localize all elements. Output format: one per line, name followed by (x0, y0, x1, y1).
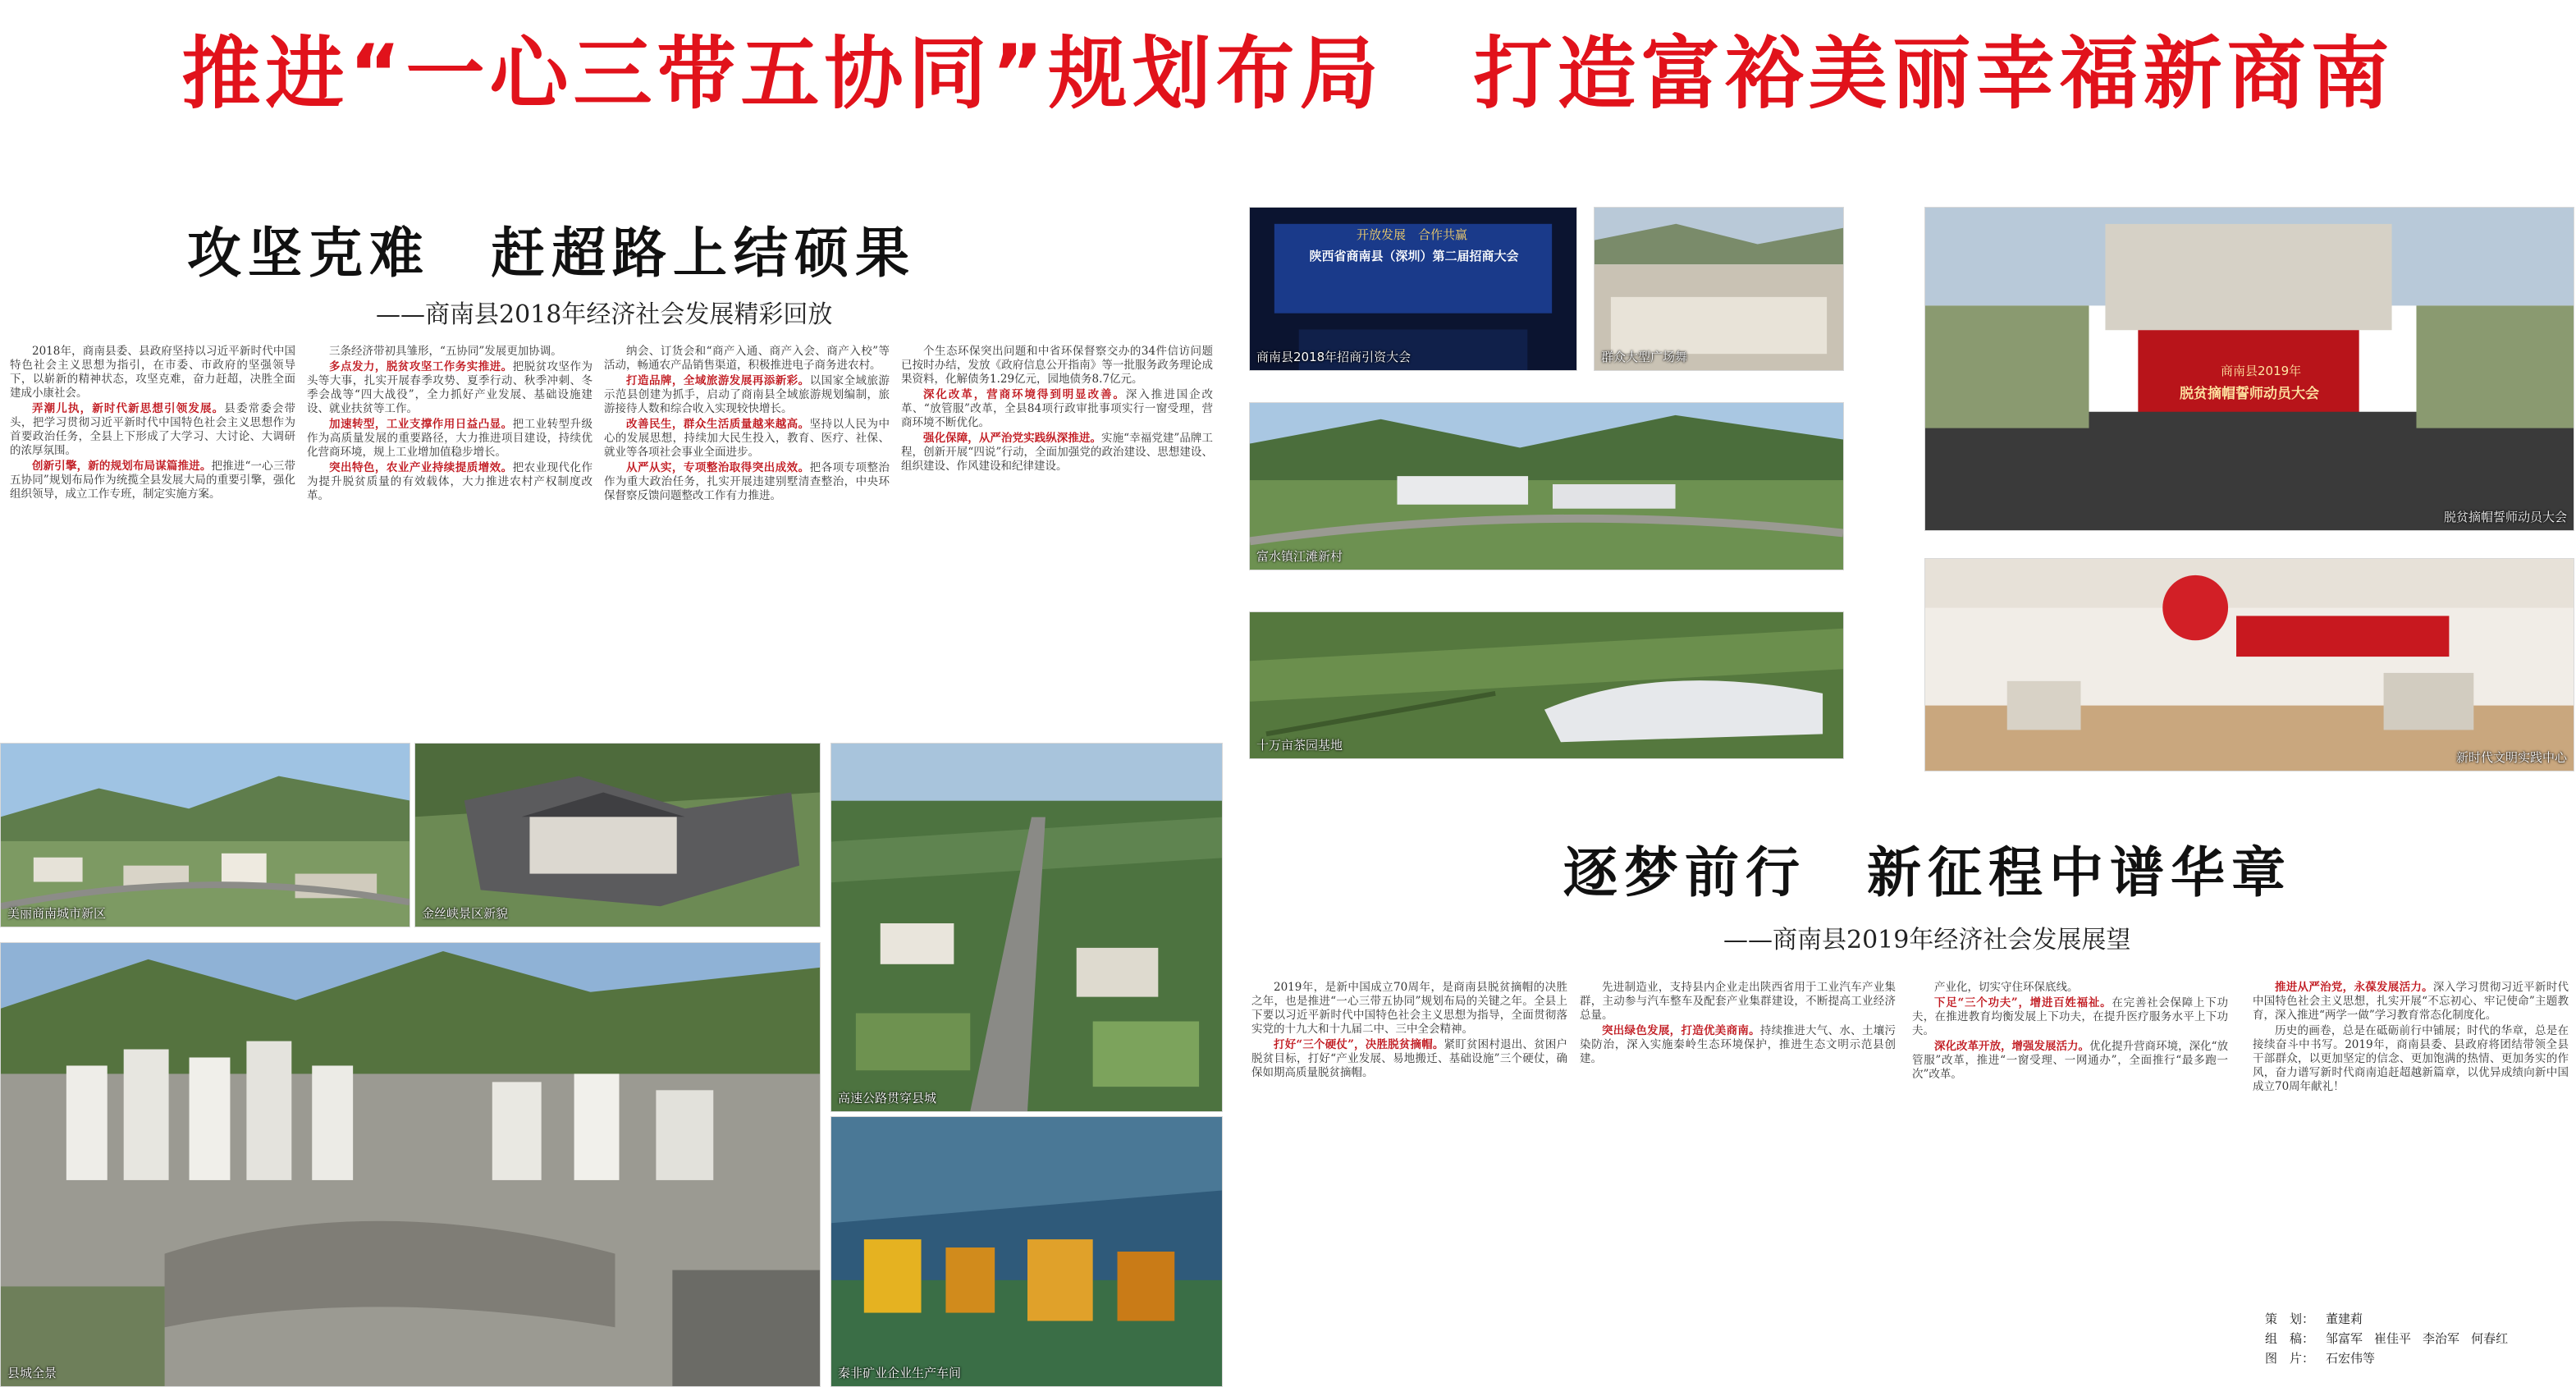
paragraph-text: 把工业转型升级作为高质量发展的重要路径，大力推进项目建设，持续优化营商环境，规上工业增加值稳步增长。 (307, 418, 593, 459)
planner-label: 策 划： (2265, 1311, 2315, 1326)
paragraph-text: 深入学习贯彻习近平新时代中国特色社会主义思想，扎实开展“不忘初心、牢记使命”主题教育，深入推进“两学一做”学习教育常态化制度化。 (2253, 981, 2569, 1022)
paragraph-text: 把推进“一心三带五协同”规划布局作为统揽全县发展大局的重要引擎，强化组织领导，成立工作专班，制定实施方案。 (10, 460, 295, 501)
credits-box (2265, 1309, 2519, 1368)
photo-county-panorama (0, 942, 821, 1387)
paragraph-text: 三条经济带初具雏形，“五协同”发展更加协调。 (329, 345, 562, 358)
paragraph-text: 把各项专项整治作为重大政治任务，扎实开展违建别墅清查整治，中央环保督察反馈问题整改工作有力推进。 (604, 461, 890, 502)
photo-caption: 高速公路贯穿县城 (838, 1091, 937, 1105)
paragraph-text: 把农业现代化作为提升脱贫质量的有效载体，大力推进农村产权制度改革。 (307, 461, 593, 502)
editor-name: 崔佳平 (2374, 1331, 2412, 1346)
paragraph (1580, 981, 1896, 1023)
paragraph-lead: 强化保障，从严治党实践纵深推进。 (923, 432, 1102, 445)
paragraph-lead: 打好“三个硬仗”，决胜脱贫摘帽。 (1274, 1038, 1444, 1051)
paragraph-text: 2019年，是新中国成立70周年，是商南县脱贫摘帽的决胜之年，也是推进“一心三带五协同”规划布局的关键之年。全县上下要以习近平新时代中国特色社会主义思想为指导，全面贯彻落实党的十九大和十九届二中、三中全会精神。 (1251, 981, 1567, 1036)
paragraph (307, 461, 593, 503)
paragraph-lead: 推进从严治党，永葆发展活力。 (2275, 981, 2433, 994)
paragraph-text: 坚持以人民为中心的发展思想，持续加大民生投入，教育、医疗、社保、就业等各项社会事业全面进步。 (604, 418, 890, 459)
article1-column-3 (604, 345, 890, 751)
article2-column-4 (2253, 981, 2569, 1293)
photographer-name: 石宏伟等 (2326, 1351, 2376, 1366)
photo-square-dance (1594, 207, 1844, 371)
editor-label: 组 稿： (2265, 1331, 2315, 1346)
photo-caption: 新时代文明实践中心 (2455, 750, 2567, 765)
paragraph (2253, 981, 2569, 1023)
paragraph-lead: 加速转型，工业支撑作用日益凸显。 (329, 418, 513, 431)
paragraph (901, 345, 1213, 387)
photo-caption: 群众大型广场舞 (1601, 350, 1688, 364)
paragraph-lead: 下足“三个功夫”，增进百姓福祉。 (1934, 996, 2112, 1009)
paragraph (10, 345, 295, 401)
editor-name: 李治军 (2423, 1331, 2460, 1346)
paragraph (307, 360, 593, 416)
stage-title: 陕西省商南县（深圳）第二届招商大会 (1309, 249, 1519, 263)
paragraph-text: 实施“幸福党建”品牌工程，创新开展“四说”行动，全面加强党的政治建设、思想建设、组织建设、作风建设和纪律建设。 (901, 432, 1213, 473)
front-banner (0, 0, 2576, 135)
photo-new-town (0, 743, 410, 927)
photo-mobilization-meeting (1924, 207, 2574, 531)
paragraph (1912, 996, 2228, 1038)
stage2-title: 脱贫摘帽誓师动员大会 (2180, 386, 2319, 402)
paragraph-text: 历史的画卷，总是在砥砺前行中铺展；时代的华章，总是在接续奋斗中书写。2019年，商南县委、县政府将团结带领全县干部群众，以更加坚定的信念、更加饱满的热情、更加务实的作风，奋力谱写新时代商南追赶超越新篇章，以优异成绩向新中国成立70周年献礼！ (2253, 1024, 2569, 1093)
paragraph-text: 个生态环保突出问题和中省环保督察交办的34件信访问题已按时办结，发放《政府信息公开指南》等一批服务政务理论成果资料，化解债务1.29亿元，园地债务8.7亿元。 (901, 345, 1213, 386)
paragraph (901, 432, 1213, 474)
paragraph-lead: 弄潮儿执，新时代新思想引领发展。 (32, 402, 225, 415)
article1-column-2 (307, 345, 593, 751)
article1-column-4 (901, 345, 1213, 751)
paragraph-text: 以国家全域旅游示范县创建为抓手，启动了商南县全域旅游规划编制，旅游接待人数和综合收入实现较快增长。 (604, 374, 890, 415)
paragraph-text: 优化提升营商环境，深化“放管服”改革，推进“一窗受理、一网通办”，全面推行“最多跑一次”改革。 (1912, 1040, 2228, 1081)
article1-column-1 (10, 345, 295, 751)
paragraph-text: 持续推进大气、水、土壤污染防治，深入实施秦岭生态环境保护，推进生态文明示范县创建。 (1580, 1024, 1896, 1065)
article2-title: 逐梦前行 新征程中谱华章 (1563, 841, 2292, 904)
paragraph (901, 388, 1213, 430)
paragraph (2253, 1024, 2569, 1094)
photo-caption: 商南县2018年招商引资大会 (1256, 350, 1412, 364)
photo-caption: 十万亩茶园基地 (1256, 738, 1343, 753)
article2-subtitle: ——商南县2019年经济社会发展展望 (1723, 926, 2131, 954)
paragraph-text: 在完善社会保障上下功夫，在推进教育均衡发展上下功夫，在提升医疗服务水平上下功夫。 (1912, 996, 2228, 1037)
stage-slogan: 开放发展 合作共赢 (1357, 227, 1468, 242)
paragraph (10, 402, 295, 458)
article2-column-2 (1580, 981, 1896, 1383)
banner-left-headline: 推进“一心三带五协同”规划布局 (181, 28, 1384, 120)
paragraph (1912, 981, 2228, 995)
paragraph-lead: 多点发力，脱贫攻坚工作务实推进。 (329, 360, 513, 373)
paragraph-lead: 改善民生，群众生活质量越来越高。 (626, 418, 810, 431)
banner-right-headline: 打造富裕美丽幸福新商南 (1473, 28, 2395, 120)
planner-name: 董建莉 (2326, 1311, 2363, 1326)
photo-jiangtan-village (1249, 402, 1844, 570)
paragraph (604, 345, 890, 373)
photo-credit-label: 图 片： (2265, 1351, 2315, 1366)
paragraph-lead: 突出绿色发展，打造优美商南。 (1602, 1024, 1760, 1037)
article2-column-1 (1251, 981, 1567, 1383)
photo-caption: 秦非矿业企业生产车间 (838, 1366, 962, 1380)
paragraph (1580, 1024, 1896, 1066)
photo-jinsixia (414, 743, 821, 927)
paragraph (1912, 1040, 2228, 1082)
photo-civilization-center (1924, 558, 2574, 771)
photo-expressway (830, 743, 1223, 1112)
paragraph-lead: 创新引擎，新的规划布局谋篇推进。 (32, 460, 212, 473)
paragraph (1251, 981, 1567, 1037)
editor-name: 何春红 (2471, 1331, 2509, 1346)
photo-caption: 美丽商南城市新区 (7, 906, 107, 921)
paragraph-text: 先进制造业，支持县内企业走出陕西省用于工业汽车产业集群，主动参与汽车整车及配套产业集群建设，不断提高工业经济总量。 (1580, 981, 1896, 1022)
paragraph (604, 418, 890, 460)
paragraph-text: 县委常委会带头，把学习贯彻习近平新时代中国特色社会主义思想作为首要政治任务，全县上下形成了大学习、大讨论、大调研的浓厚氛围。 (10, 402, 295, 457)
paragraph-text: 深入推进国企改革、“放管服”改革，全县84项行政审批事项实行一窗受理，营商环境不断优化。 (901, 388, 1213, 429)
paragraph (307, 345, 593, 359)
paragraph (307, 418, 593, 460)
article2-column-3 (1912, 981, 2228, 1383)
photo-caption: 脱贫摘帽誓师动员大会 (2443, 510, 2567, 524)
photo-tea-garden (1249, 611, 1844, 759)
photo-caption: 县城全景 (7, 1366, 57, 1380)
article1-title: 攻坚克难 赶超路上结硕果 (187, 222, 916, 285)
paragraph-text: 纳会、订货会和“商产入通、商产入会、商产入校”等活动，畅通农产品销售渠道，积极推进电子商务进农村。 (604, 345, 890, 372)
paragraph-text: 紧盯贫困村退出、贫困户脱贫目标，打好“产业发展、易地搬迁、基础设施”三个硬仗，确保如期高质量脱贫摘帽。 (1251, 1038, 1567, 1079)
paragraph-text: 产业化，切实守住环保底线。 (1934, 981, 2079, 994)
paragraph-lead: 打造品牌，全域旅游发展再添新彩。 (626, 374, 810, 387)
paragraph-lead: 深化改革，营商环境得到明显改善。 (923, 388, 1126, 401)
paragraph (604, 461, 890, 503)
paragraph (10, 460, 295, 501)
paragraph-lead: 突出特色，农业产业持续提质增效。 (329, 461, 513, 474)
photo-caption: 富水镇江滩新村 (1256, 549, 1343, 564)
paragraph-text: 2018年，商南县委、县政府坚持以习近平新时代中国特色社会主义思想为指引，在市委、市政府的坚强领导下，以崭新的精神状态，攻坚克难，奋力赶超，决胜全面建成小康社会。 (10, 345, 295, 400)
paragraph-lead: 深化改革开放，增强发展活力。 (1934, 1040, 2090, 1053)
paragraph (604, 374, 890, 416)
photo-investment-conference (1249, 207, 1577, 371)
stage2-top-line: 商南县2019年 (2221, 364, 2302, 378)
photo-caption: 金丝峡景区新貌 (422, 906, 509, 921)
paragraph-text: 把脱贫攻坚作为头等大事，扎实开展春季攻势、夏季行动、秋季冲刺、冬季会战等“四大战役”，全力抓好产业发展、基础设施建设、就业扶贫等工作。 (307, 360, 593, 415)
paragraph (1251, 1038, 1567, 1080)
article1-subtitle: ——商南县2018年经济社会发展精彩回放 (376, 300, 833, 329)
editor-name: 邹富军 (2326, 1331, 2363, 1346)
paragraph-lead: 从严从实，专项整治取得突出成效。 (626, 461, 810, 474)
photo-factory-workshop (830, 1116, 1223, 1387)
